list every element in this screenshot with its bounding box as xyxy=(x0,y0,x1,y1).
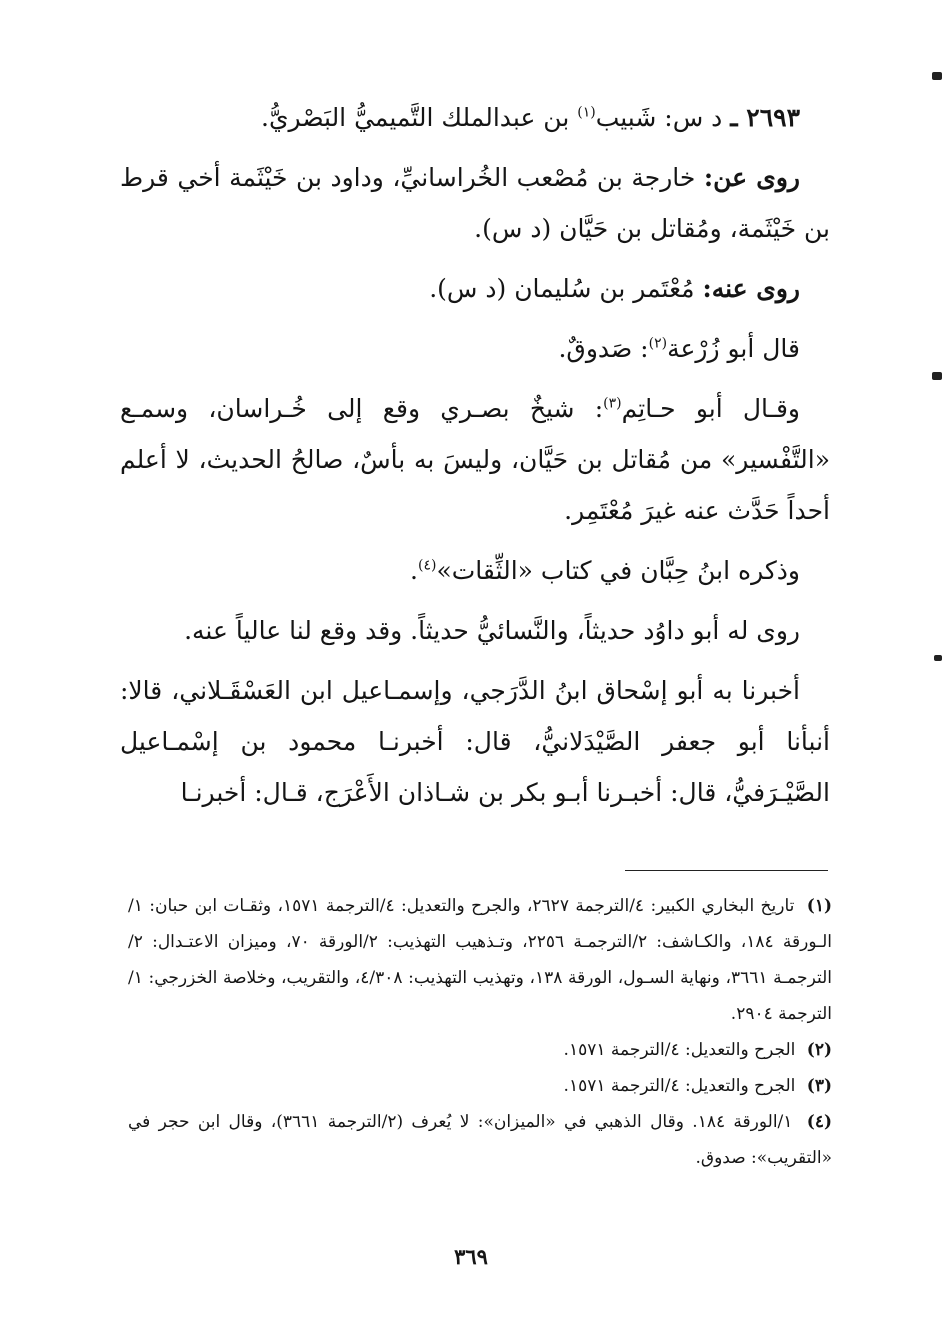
footnote-separator xyxy=(625,870,828,871)
ibn-hibban-paragraph xyxy=(120,545,830,596)
scan-margin-mark xyxy=(934,655,942,661)
abu-hatim-text2: : شيخٌ بصـري وقع إلى خُـراسان، وسمـع «التَّفْسير» من مُقاتل بن حَيَّان، وليسَ به بأسٌ، صالحُ الحديث، لا أعلم أحداً حَدَّث عنه غيرَ مُعْتَمِر. xyxy=(120,394,830,525)
narrated-by-note: روى له أبو داوُد حديثاً، والنَّسائيُّ حديثاً. وقد وقع لنا عالياً عنه. xyxy=(184,616,800,645)
footnote-2 xyxy=(128,1032,832,1068)
footnote-text: الجرح والتعديل: ٤/الترجمة ١٥٧١. xyxy=(563,1076,796,1096)
entry-heading xyxy=(120,92,830,143)
entry-number: ٢٦٩٣ ـ xyxy=(730,103,800,132)
narrated-by-label: روى عنه: xyxy=(702,274,800,303)
footnote-text: الجرح والتعديل: ٤/الترجمة ١٥٧١. xyxy=(563,1040,796,1060)
footnote-text: ١/الورقة ١٨٤. وقال الذهبي في «الميزان»: لا يُعرف (٢/الترجمة ٣٦٦١)، وقال ابن حجر في «التقريب»: صدوق. xyxy=(128,1112,832,1168)
footnote-1 xyxy=(128,888,832,1032)
page-number: ٣٦٩ xyxy=(454,1244,488,1269)
isnad-chain: أخبرنا به أبو إسْحاق ابنُ الدَّرَجي، وإسمـاعيل ابن العَسْقَـلاني، قالا: أنبأنا أبو جعفر الصَّيْدَلانيُّ، قال: أخبرنـا محمود بن إسْمـاعيل الصَّيْـرَفيُّ، قال: أخبـرنا أبـو بكر بن شـاذان الأَعْرَج، قـال: أخبرنـا xyxy=(120,676,830,807)
footnotes xyxy=(128,888,832,1176)
footnote-ref-1: (١) xyxy=(577,104,596,121)
narrated-by-text: مُعْتَمر بن سُليمان (د س). xyxy=(429,274,695,303)
scan-margin-mark xyxy=(932,72,942,80)
entry-symbols: د س: xyxy=(664,103,723,132)
footnote-number: (١) xyxy=(806,896,833,916)
abu-zura-quote xyxy=(120,323,830,374)
abu-hatim-text1: وقـال أبو حـاتِم xyxy=(621,394,800,423)
footnote-number: (٢) xyxy=(806,1040,832,1060)
narrated-by-paragraph xyxy=(120,263,830,314)
ibn-hibban-text2: . xyxy=(410,556,418,585)
footnote-ref-4: (٤) xyxy=(418,557,437,574)
footnote-number: (٣) xyxy=(806,1076,832,1096)
abu-hatim-quote xyxy=(120,383,830,536)
ibn-hibban-text1: وذكره ابنُ حِبَّان في كتاب «الثِّقات» xyxy=(436,556,800,585)
footnote-4 xyxy=(128,1104,832,1176)
footnote-ref-2: (٢) xyxy=(648,335,668,352)
narrated-from-text: خارجة بن مُصْعب الخُراسانيِّ، وداود بن خَيْثَمة أخي قرط بن خَيْثَمة، ومُقاتل بن حَيَّان (د س). xyxy=(120,163,830,243)
entry-name-part1: شَبيب xyxy=(595,103,657,132)
scan-margin-mark xyxy=(932,372,942,380)
narrated-from-paragraph xyxy=(120,152,830,254)
abu-zura-text2: : صَدوقٌ. xyxy=(558,334,649,363)
narrated-from-label: روى عن: xyxy=(703,163,801,192)
footnote-ref-3: (٣) xyxy=(603,395,622,412)
entry-name-part2: بن عبدالملك التَّميميُّ البَصْريُّ. xyxy=(261,103,570,132)
abu-zura-text1: قال أبو زُرْعة xyxy=(667,334,800,363)
footnote-3 xyxy=(128,1068,832,1104)
main-text xyxy=(120,92,830,827)
footnote-number: (٤) xyxy=(806,1112,833,1132)
footnote-text: تاريخ البخاري الكبير: ٤/الترجمة ٢٦٢٧، والجرح والتعديل: ٤/الترجمة ١٥٧١، وثقـات ابن حبان: ١/الـورقة ١٨٤، والكـاشف: ٢/الترجمـة ٢٢٥٦، وتـذهيب التهذيب: ٢/الورقة ٧٠، وميزان الاعتـدال: ٢/الترجمـة ٣٦٦١، ونهاية السـول، الورقة ١٣٨، وتهذيب التهذيب: ٤/٣٠٨، والتقريب، وخلاصة الخزرجي: ١/الترجمة ٢٩٠٤. xyxy=(128,896,832,1024)
